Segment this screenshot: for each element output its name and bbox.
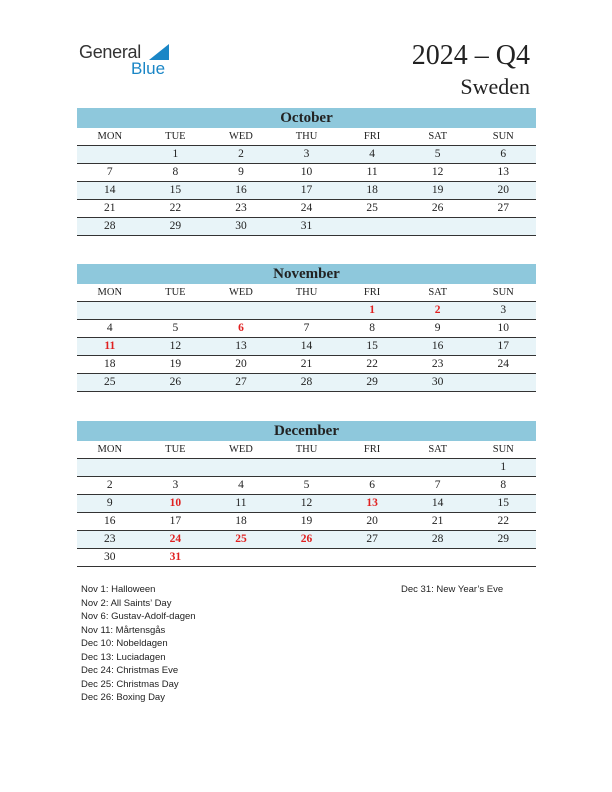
weekday-label: SUN (492, 287, 514, 298)
holiday-item: Nov 6: Gustav-Adolf-dagen (81, 611, 196, 622)
day-cell: 14 (431, 497, 444, 509)
day-cell (274, 459, 340, 476)
day-cell: 17 (169, 515, 182, 527)
weekday-label: TUE (165, 131, 186, 142)
day-cell: 12 (431, 166, 444, 178)
month-header: October (77, 108, 536, 128)
day-cell: 2 (434, 304, 441, 316)
day-cell: 29 (169, 220, 182, 232)
day-cell: 30 (235, 220, 247, 232)
month-october (77, 108, 536, 236)
weekday-label: SUN (492, 444, 514, 455)
logo-triangle-icon (149, 44, 169, 60)
holiday-list-right (401, 583, 503, 597)
day-cell: 3 (303, 148, 310, 160)
day-cell (143, 459, 209, 476)
weekday-label: SAT (428, 131, 448, 142)
month-december (77, 421, 536, 567)
day-cell: 13 (366, 497, 378, 509)
day-cell (77, 459, 143, 476)
day-cell: 2 (238, 148, 244, 160)
month-november (77, 264, 536, 392)
day-cell: 10 (497, 322, 509, 334)
day-cell: 29 (497, 533, 509, 545)
day-cell: 22 (366, 358, 378, 370)
weekday-label: FRI (363, 287, 381, 298)
day-cell: 3 (172, 479, 179, 491)
day-cell (339, 459, 405, 476)
weekday-row (77, 441, 536, 459)
month-header: November (77, 264, 536, 284)
day-cell: 25 (235, 533, 247, 545)
weekday-label: THU (295, 287, 318, 298)
week-row (77, 320, 536, 338)
day-cell (470, 374, 536, 391)
holiday-item: Dec 25: Christmas Day (81, 678, 179, 690)
day-cell: 20 (235, 358, 247, 370)
day-cell: 9 (434, 322, 441, 334)
day-cell: 16 (104, 515, 116, 527)
day-cell: 6 (500, 148, 507, 160)
weekday-row (77, 128, 536, 146)
day-cell: 5 (172, 322, 179, 334)
weekday-label: WED (228, 131, 253, 142)
week-row (77, 146, 536, 164)
day-cell (274, 302, 340, 319)
week-row (77, 218, 536, 236)
day-cell: 27 (366, 533, 378, 545)
week-row (77, 302, 536, 320)
day-cell: 10 (300, 166, 313, 178)
day-cell: 18 (104, 358, 116, 370)
day-cell: 24 (169, 533, 182, 545)
weekday-label: MON (97, 444, 123, 455)
day-cell: 11 (235, 497, 247, 509)
day-cell: 16 (431, 340, 444, 352)
weekday-label: FRI (363, 444, 381, 455)
week-row (77, 374, 536, 392)
day-cell: 7 (303, 322, 310, 334)
day-cell: 8 (369, 322, 375, 334)
day-cell: 14 (104, 184, 116, 196)
day-cell: 24 (300, 202, 313, 214)
weekday-label: SAT (428, 287, 448, 298)
day-cell: 30 (431, 376, 444, 388)
day-cell: 6 (238, 322, 244, 334)
day-cell: 4 (369, 148, 375, 160)
day-cell: 26 (300, 533, 313, 545)
day-cell: 21 (431, 515, 444, 527)
holiday-item: Dec 26: Boxing Day (81, 692, 165, 703)
day-cell (77, 146, 143, 163)
day-cell: 14 (300, 340, 313, 352)
week-row (77, 531, 536, 549)
day-cell: 8 (500, 479, 507, 491)
day-cell: 20 (366, 515, 378, 527)
day-cell: 15 (169, 184, 182, 196)
week-row (77, 164, 536, 182)
day-cell: 23 (431, 358, 444, 370)
day-cell: 8 (172, 166, 179, 178)
day-cell: 11 (104, 340, 116, 352)
day-cell: 22 (497, 515, 509, 527)
day-cell (405, 549, 471, 566)
day-cell: 3 (500, 304, 507, 316)
weekday-label: SAT (428, 444, 448, 455)
holiday-item: Nov 2: All Saints’ Day (81, 597, 172, 609)
day-cell: 10 (169, 497, 182, 509)
day-cell: 30 (104, 551, 116, 563)
day-cell: 5 (434, 148, 441, 160)
weekday-label: THU (295, 444, 318, 455)
day-cell: 27 (235, 376, 247, 388)
day-cell: 25 (104, 376, 116, 388)
week-row (77, 549, 536, 567)
weekday-label: MON (97, 287, 123, 298)
day-cell: 1 (172, 148, 179, 160)
logo-general-text: General (79, 42, 141, 62)
day-cell: 29 (366, 376, 378, 388)
day-cell: 7 (434, 479, 441, 491)
weekday-label: WED (228, 287, 253, 298)
week-row (77, 513, 536, 531)
day-cell (208, 302, 274, 319)
day-cell: 19 (169, 358, 182, 370)
logo (79, 40, 179, 80)
day-cell: 23 (104, 533, 116, 545)
day-cell: 22 (169, 202, 182, 214)
day-cell: 25 (366, 202, 378, 214)
holiday-item: Dec 10: Nobeldagen (81, 638, 168, 649)
country-name: Sweden (460, 74, 530, 99)
week-row (77, 182, 536, 200)
day-cell: 6 (369, 479, 375, 491)
day-cell: 15 (366, 340, 378, 352)
weekday-label: TUE (165, 287, 186, 298)
holiday-item: Nov 1: Halloween (81, 584, 156, 595)
day-cell: 23 (235, 202, 247, 214)
day-cell (405, 459, 471, 476)
day-cell: 26 (431, 202, 444, 214)
day-cell: 19 (431, 184, 444, 196)
day-cell (405, 218, 471, 235)
day-cell: 1 (500, 461, 507, 473)
day-cell: 21 (104, 202, 116, 214)
day-cell: 9 (106, 497, 113, 509)
day-cell: 31 (300, 220, 313, 232)
day-cell: 4 (238, 479, 244, 491)
day-cell: 26 (169, 376, 182, 388)
weekday-label: SUN (492, 131, 514, 142)
day-cell: 27 (497, 202, 509, 214)
holiday-item: Dec 13: Luciadagen (81, 651, 166, 663)
logo-blue-text: Blue (131, 59, 166, 78)
week-row (77, 200, 536, 218)
weekday-row (77, 284, 536, 302)
day-cell: 20 (497, 184, 509, 196)
day-cell: 12 (169, 340, 182, 352)
holiday-item: Dec 24: Christmas Eve (81, 665, 179, 676)
day-cell: 13 (235, 340, 247, 352)
page-title: 2024 – Q4 (411, 40, 530, 71)
day-cell: 2 (106, 479, 113, 491)
weekday-label: MON (97, 131, 123, 142)
day-cell: 1 (369, 304, 375, 316)
holiday-item: Nov 11: Mårtensgås (81, 624, 166, 636)
week-row (77, 477, 536, 495)
holiday-item: Dec 31: New Year’s Eve (401, 584, 504, 595)
day-cell (339, 218, 405, 235)
weekday-label: TUE (165, 444, 186, 455)
day-cell: 11 (366, 166, 378, 178)
week-row (77, 356, 536, 374)
day-cell: 12 (300, 497, 313, 509)
day-cell (208, 549, 274, 566)
weekday-label: FRI (363, 131, 381, 142)
day-cell: 28 (104, 220, 116, 232)
week-row (77, 459, 536, 477)
day-cell (470, 218, 536, 235)
day-cell (274, 549, 340, 566)
day-cell: 18 (235, 515, 247, 527)
day-cell (470, 549, 536, 566)
day-cell: 5 (303, 479, 310, 491)
day-cell: 4 (106, 322, 113, 334)
day-cell: 28 (431, 533, 444, 545)
day-cell: 31 (169, 551, 182, 563)
day-cell: 21 (300, 358, 313, 370)
day-cell: 15 (497, 497, 509, 509)
holiday-list-left (81, 583, 196, 705)
day-cell: 17 (497, 340, 509, 352)
month-header: December (77, 421, 536, 441)
day-cell (77, 302, 143, 319)
day-cell: 28 (300, 376, 313, 388)
day-cell: 17 (300, 184, 313, 196)
day-cell: 18 (366, 184, 378, 196)
day-cell: 13 (497, 166, 509, 178)
weekday-label: THU (295, 131, 318, 142)
weekday-label: WED (228, 444, 253, 455)
day-cell: 19 (300, 515, 313, 527)
day-cell (208, 459, 274, 476)
day-cell (339, 549, 405, 566)
day-cell: 7 (106, 166, 113, 178)
week-row (77, 338, 536, 356)
day-cell: 24 (497, 358, 509, 370)
day-cell: 9 (238, 166, 244, 178)
week-row (77, 495, 536, 513)
day-cell: 16 (235, 184, 247, 196)
day-cell (143, 302, 209, 319)
